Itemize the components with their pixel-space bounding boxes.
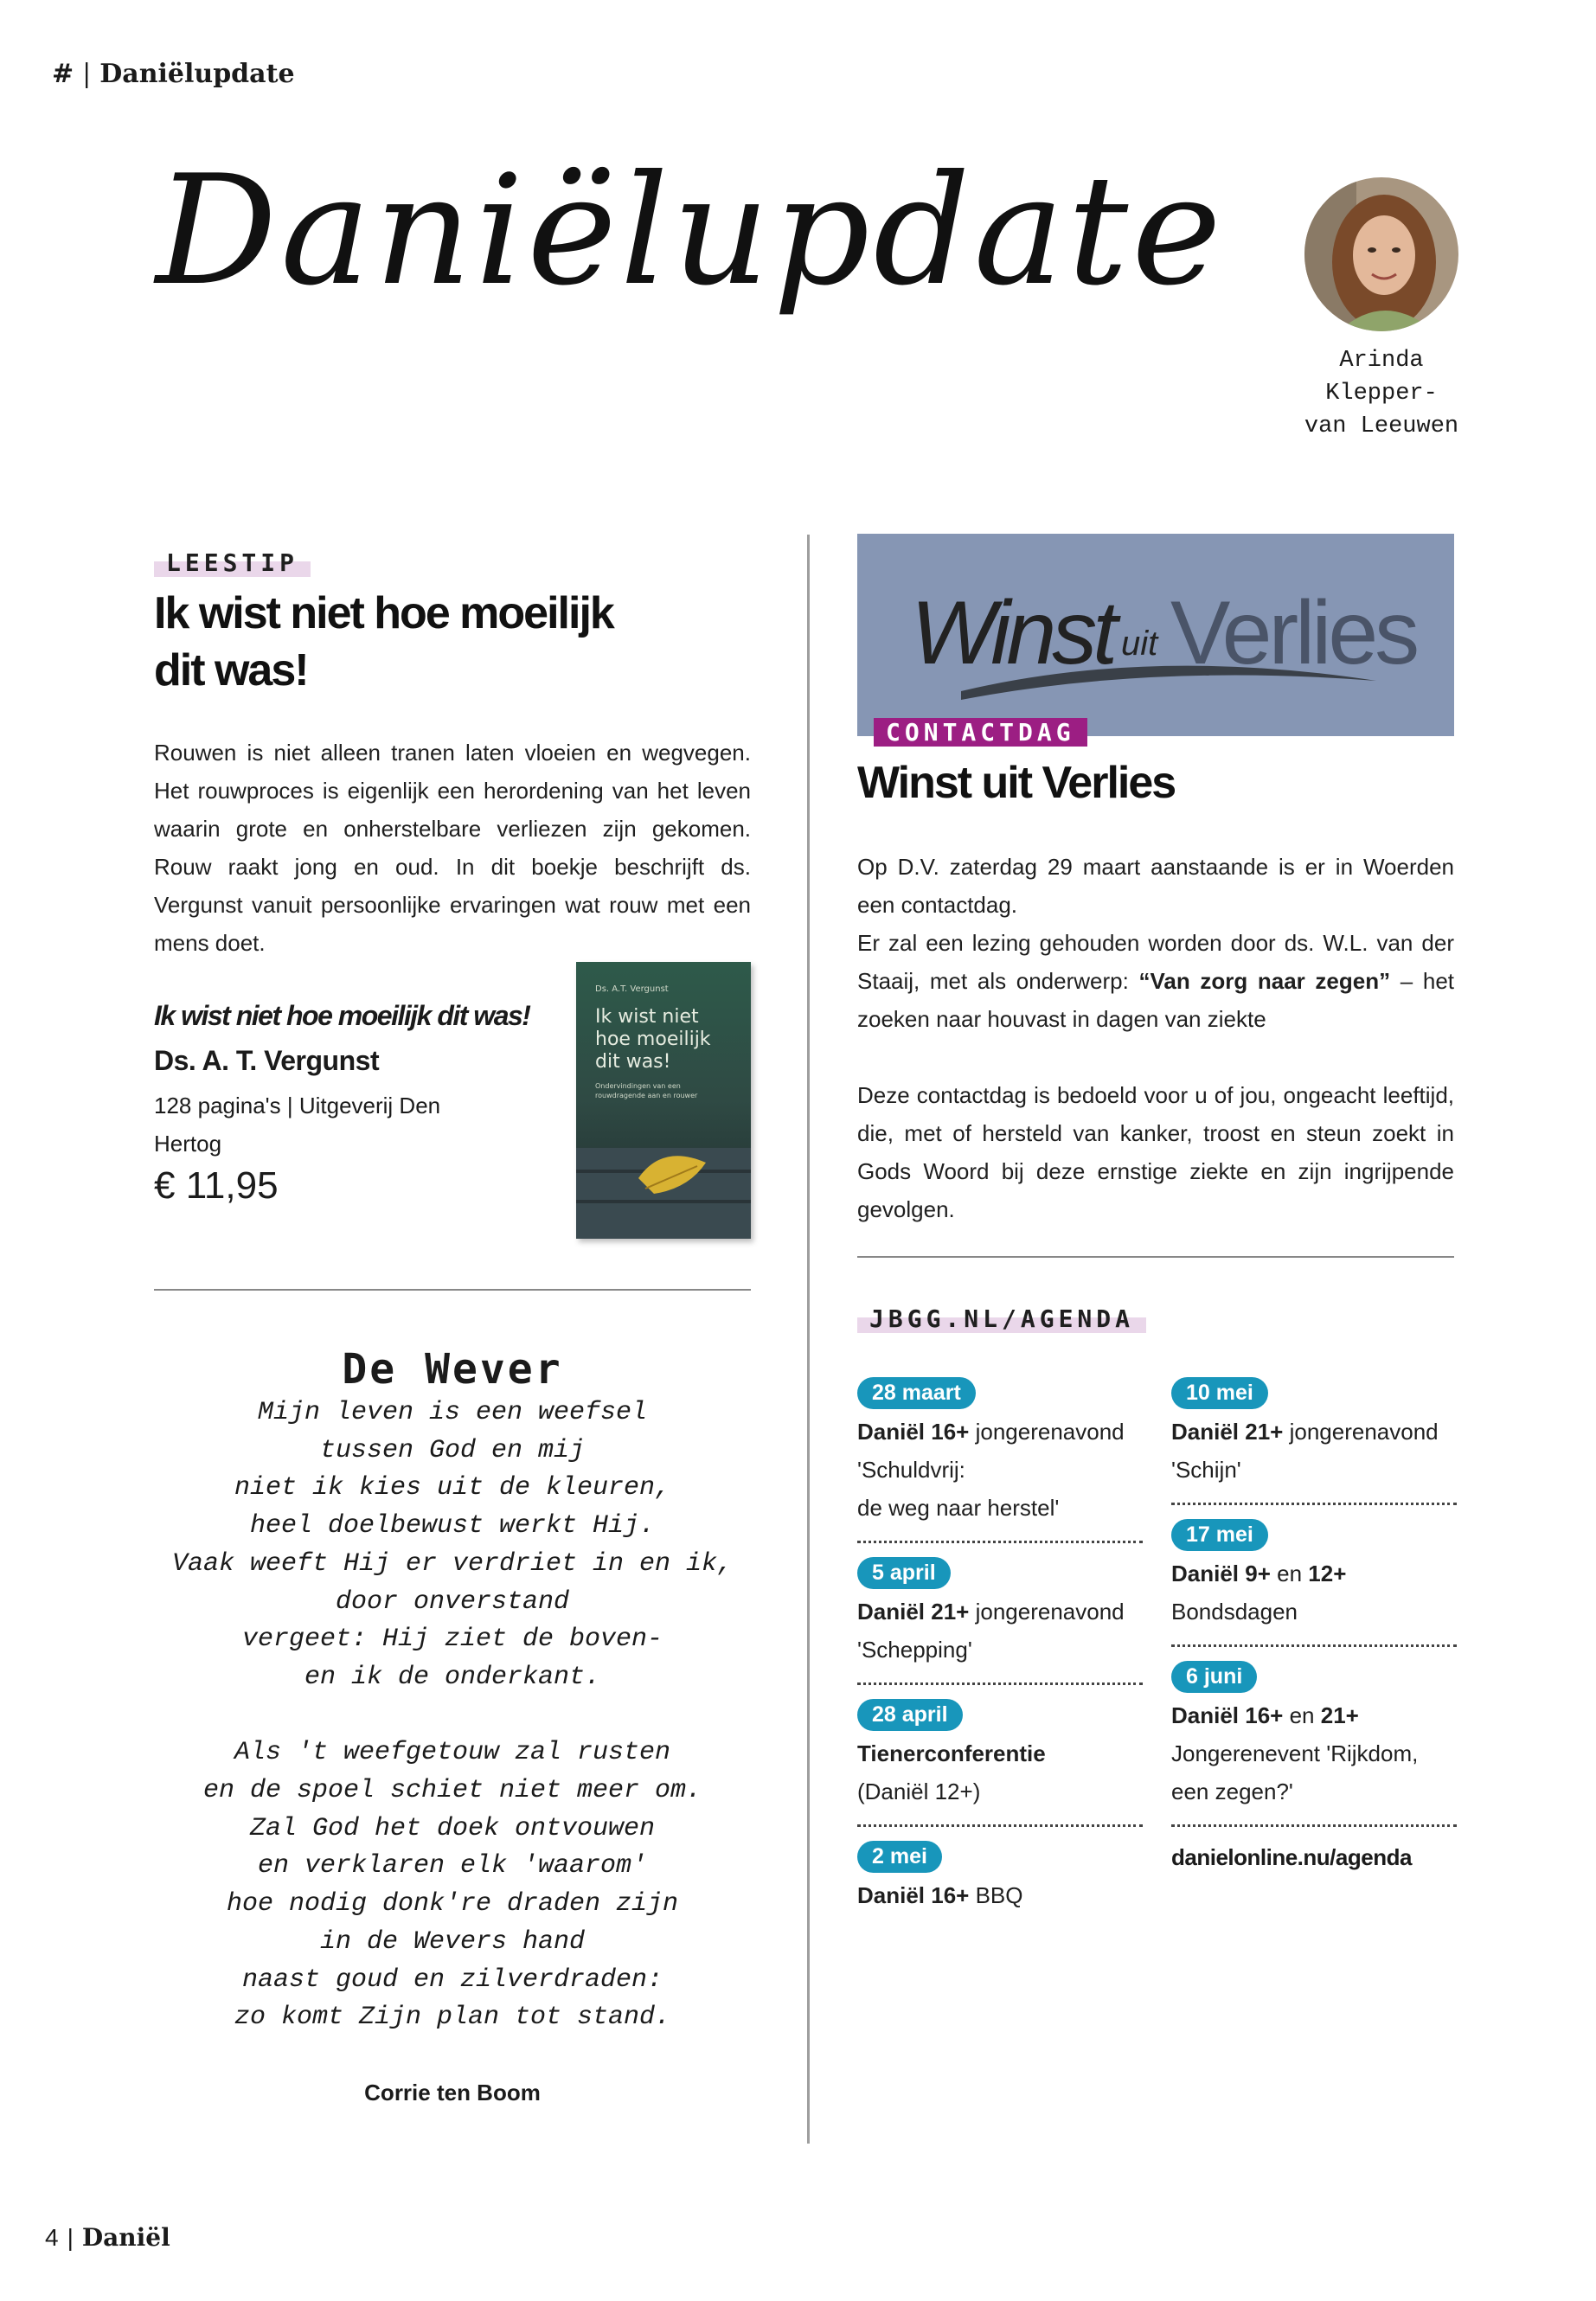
agenda-tag: JBGG.NL/AGENDA <box>857 1304 1146 1333</box>
poem-text: Mijn leven is een weefsel tussen God en mij niet ik kies uit de kleuren, heel doelbewust werkt Hij. Vaak weeft Hij er verdriet in en ik, door onverstand vergeet: Hij ziet de boven- en ik de onderkant. Als 't weefgetouw zal rusten en de spoel schiet niet meer om. Zal God het doek ontvouwen en verklaren elk 'waarom' hoe nodig donk're draden zijn in de Wevers hand naast goud en zilverdraden: zo komt Zijn plan tot stand. <box>171 1398 734 2033</box>
leestip-body: Rouwen is niet alleen tranen laten vloeien en wegvegen. Het rouwproces is eigenlijk een herordening van het leven waarin grote en onherstelbare verliezen zijn gekomen. Rouw raakt jong en oud. In dit boekje beschrijft ds. Vergunst vanuit persoonlijke ervaringen wat rouw met een mens doet. <box>154 740 751 956</box>
agenda-item: 28 maart Daniël 16+ jongerenavond 'Schuldvrij: de weg naar herstel' <box>857 1377 1143 1543</box>
date-badge: 6 juni <box>1171 1661 1257 1693</box>
leestip-tag: LEESTIP <box>154 548 311 577</box>
svg-text:uit: uit <box>1121 625 1158 663</box>
page-footer <box>45 2223 170 2252</box>
svg-text:hoe moeilijk: hoe moeilijk <box>595 1029 711 1050</box>
running-header <box>52 59 295 89</box>
agenda-item: 10 mei Daniël 21+ jongerenavond 'Schijn' <box>1171 1377 1457 1505</box>
contactdag-paragraph-3: Deze contactdag is bedoeld voor u of jou, ongeacht leeftijd, die, met of hersteld van kanker, troost en steun zoekt in Gods Woord bij deze ernstige ziekte en zijn ingrijpende gevolgen. <box>857 1082 1454 1222</box>
book-title: Ik wist niet hoe moeilijk dit was! <box>154 1000 530 1031</box>
svg-text:dit was!: dit was! <box>595 1051 671 1073</box>
date-badge: 28 april <box>857 1699 963 1731</box>
lecture-topic: “Van zorg naar zegen” <box>1138 968 1391 994</box>
svg-text:Ik wist niet: Ik wist niet <box>595 1006 699 1028</box>
date-badge: 28 maart <box>857 1377 976 1409</box>
agenda-item: 6 juni Daniël 16+ en 21+ Jongerenevent 'Rijkdom, een zegen?' <box>1171 1661 1457 1827</box>
svg-text:Winst: Winst <box>911 583 1114 683</box>
date-badge: 10 mei <box>1171 1377 1268 1409</box>
winst-uit-verlies-logo <box>857 534 1454 736</box>
svg-text:Ds. A.T. Vergunst: Ds. A.T. Vergunst <box>595 984 669 994</box>
poem-title: De Wever <box>342 1345 563 1394</box>
contactdag-paragraph-2: Er zal een lezing gehouden worden door ds. W.L. van der Staaij, met als onderwerp: “Van zorg naar zegen” – het zoeken naar houvast in dagen van ziekte <box>857 930 1455 1032</box>
poem-author: Corrie ten Boom <box>364 2080 541 2106</box>
agenda-column-left <box>857 1377 1143 1942</box>
page-title: Daniëlupdate <box>156 144 1225 319</box>
agenda-link[interactable]: danielonline.nu/agenda <box>1171 1844 1412 1870</box>
page-number: 4 <box>45 2224 59 2251</box>
footer-separator: | <box>67 2224 74 2251</box>
author-name: Arinda Klepper- van Leeuwen <box>1304 348 1459 439</box>
hash-mark: # <box>52 59 74 89</box>
header-separator: | <box>82 59 92 89</box>
column-divider <box>807 535 810 2144</box>
date-badge: 2 mei <box>857 1841 942 1873</box>
magazine-name: Daniël <box>81 2223 170 2252</box>
agenda-item: 28 april Tienerconferentie (Daniël 12+) <box>857 1699 1143 1827</box>
contactdag-title: Winst uit Verlies <box>857 758 1176 808</box>
date-badge: 5 april <box>857 1557 951 1589</box>
agenda-item: 17 mei Daniël 9+ en 12+ Bondsdagen <box>1171 1519 1457 1647</box>
svg-text:Ondervindingen van een: Ondervindingen van een <box>595 1082 681 1090</box>
section-divider <box>857 1256 1454 1258</box>
book-meta: 128 pagina's | Uitgeverij Den Hertog <box>154 1093 441 1157</box>
book-cover-image <box>576 962 751 1239</box>
header-section: Daniëlupdate <box>99 59 295 89</box>
book-price: € 11,95 <box>154 1164 279 1207</box>
date-badge: 17 mei <box>1171 1519 1268 1551</box>
agenda-item: 2 mei Daniël 16+ BBQ <box>857 1841 1143 1928</box>
contactdag-paragraph-1: Op D.V. zaterdag 29 maart aanstaande is er in Woerden een contactdag. <box>857 854 1454 918</box>
leestip-title: Ik wist niet hoe moeilijk dit was! <box>154 588 613 695</box>
author-avatar <box>1304 177 1458 331</box>
svg-text:Verlies: Verlies <box>1170 583 1417 683</box>
contactdag-tag: CONTACTDAG <box>874 718 1087 747</box>
svg-text:rouwdragende aan en rouwer: rouwdragende aan en rouwer <box>595 1092 698 1099</box>
contactdag-body <box>857 848 1454 1228</box>
section-divider <box>154 1289 751 1291</box>
book-author: Ds. A. T. Vergunst <box>154 1045 380 1076</box>
agenda-item: 5 april Daniël 21+ jongerenavond 'Schepping' <box>857 1557 1143 1685</box>
agenda-column-right <box>1171 1377 1457 1871</box>
